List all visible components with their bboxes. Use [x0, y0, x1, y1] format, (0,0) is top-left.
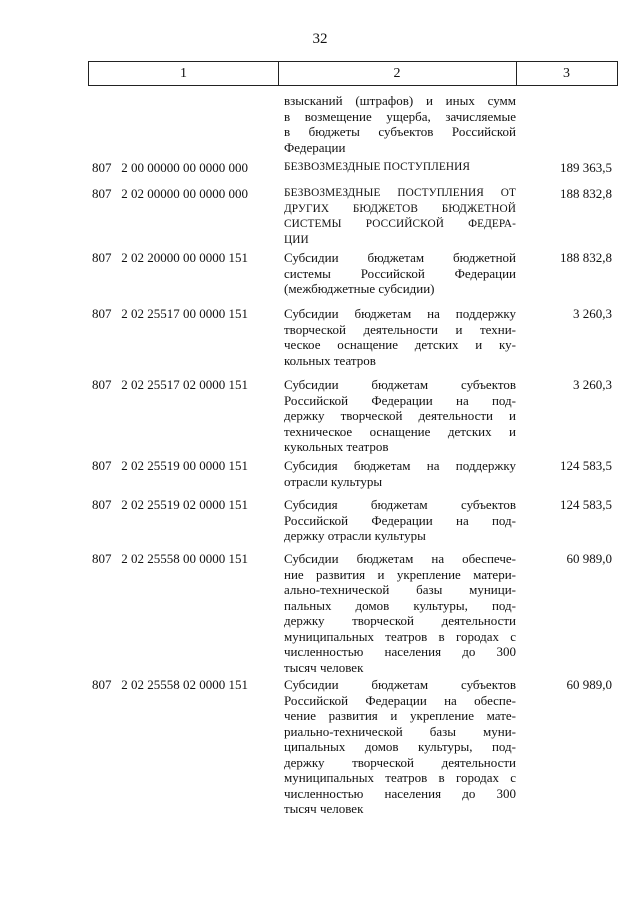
amount: 60 989,0 [566, 551, 612, 566]
budget-code: 807 2 02 25558 00 0000 151 [92, 551, 248, 566]
amount: 189 363,5 [560, 160, 612, 175]
description-line: Субсидии бюджетам бюджетной [284, 250, 516, 265]
row-description [284, 377, 516, 455]
row-description [284, 186, 516, 248]
description-line: ние развития и укрепление матери- [284, 566, 516, 582]
description-line: чение развития и укрепление мате- [284, 708, 516, 723]
description-line: Субсидия бюджетам на поддержку [284, 458, 516, 473]
description-line: держку творческой деятельности [284, 754, 516, 770]
header-col-1: 1 [89, 62, 279, 85]
budget-code: 807 2 02 20000 00 0000 151 [92, 250, 248, 265]
description-line: тысяч человек [284, 659, 364, 675]
amount: 188 832,8 [560, 250, 612, 265]
description-line: кукольных театров [284, 439, 389, 454]
description-line: риально-технической базы муни- [284, 723, 516, 739]
description-line: пальных домов культуры, под- [284, 597, 516, 613]
row-description [284, 458, 516, 489]
description-line: Федерации [284, 139, 346, 155]
header-col-3: 3 [563, 66, 570, 81]
description-line: держку творческой деятельности [284, 613, 516, 628]
budget-code: 807 2 02 25519 02 0000 151 [92, 497, 248, 512]
description-line: в возмещение ущерба, зачисляемые [284, 108, 516, 124]
amount: 124 583,5 [560, 497, 612, 512]
row-description [284, 250, 516, 297]
description-line: Субсидии бюджетам субъектов [284, 677, 516, 692]
description-line: держку творческой деятельности и [284, 408, 516, 423]
description-line: БЕЗВОЗМЕЗДНЫЕ ПОСТУПЛЕНИЯ [284, 161, 470, 173]
description-line: держку отрасли культуры [284, 528, 426, 543]
amount: 3 260,3 [573, 377, 612, 392]
continuation-description [284, 93, 516, 155]
description-line: творческой деятельности и техни- [284, 321, 516, 337]
description-line: Субсидии бюджетам субъектов [284, 377, 516, 392]
table-header [88, 61, 618, 86]
description-line: СИСТЕМЫ РОССИЙСКОЙ ФЕДЕРА- [284, 218, 516, 230]
description-line: ДРУГИХ БЮДЖЕТОВ БЮДЖЕТНОЙ [284, 202, 516, 215]
description-line: муниципальных театров в городах с [284, 628, 516, 644]
row-description [284, 677, 516, 817]
description-line: отрасли культуры [284, 473, 383, 489]
description-line: в бюджеты субъектов Российской [284, 124, 516, 139]
amount: 188 832,8 [560, 186, 612, 201]
row-description [284, 306, 516, 368]
description-line: системы Российской Федерации [284, 265, 516, 281]
budget-code: 807 2 02 25519 00 0000 151 [92, 458, 248, 473]
description-line: Субсидии бюджетам на обеспече- [284, 551, 516, 566]
description-line: ЦИИ [284, 233, 309, 246]
description-line: Субсидии бюджетам на поддержку [284, 306, 516, 321]
description-line: муниципальных театров в городах с [284, 770, 516, 785]
description-line: численностью населения до 300 [284, 785, 516, 801]
budget-code: 807 2 02 25558 02 0000 151 [92, 677, 248, 692]
description-line: тысяч человек [284, 801, 364, 816]
description-line: Российской Федерации на под- [284, 512, 516, 528]
header-col-2: 2 [278, 62, 517, 85]
budget-code: 807 2 00 00000 00 0000 000 [92, 160, 248, 175]
description-line: взысканий (штрафов) и иных сумм [284, 93, 516, 108]
row-description [284, 551, 516, 675]
page-number: 32 [312, 31, 328, 47]
description-line: (межбюджетные субсидии) [284, 281, 435, 296]
amount: 124 583,5 [560, 458, 612, 473]
amount: 3 260,3 [573, 306, 612, 321]
description-line: численностью населения до 300 [284, 644, 516, 659]
description-line: БЕЗВОЗМЕЗДНЫЕ ПОСТУПЛЕНИЯ ОТ [284, 187, 516, 199]
budget-code: 807 2 02 25517 02 0000 151 [92, 377, 248, 392]
row-description [284, 160, 516, 176]
budget-code: 807 2 02 25517 00 0000 151 [92, 306, 248, 321]
description-line: техническое оснащение детских и [284, 423, 516, 439]
row-description [284, 497, 516, 544]
description-line: Российской Федерации на под- [284, 392, 516, 408]
amount: 60 989,0 [566, 677, 612, 692]
description-line: ципальных домов культуры, под- [284, 739, 516, 754]
description-line: кольных театров [284, 352, 376, 368]
description-line: ально-технической базы муници- [284, 582, 516, 597]
description-line: Российской Федерации на обеспе- [284, 692, 516, 708]
description-line: Субсидия бюджетам субъектов [284, 497, 516, 512]
budget-code: 807 2 02 00000 00 0000 000 [92, 186, 248, 201]
description-line: ческое оснащение детских и ку- [284, 337, 516, 352]
